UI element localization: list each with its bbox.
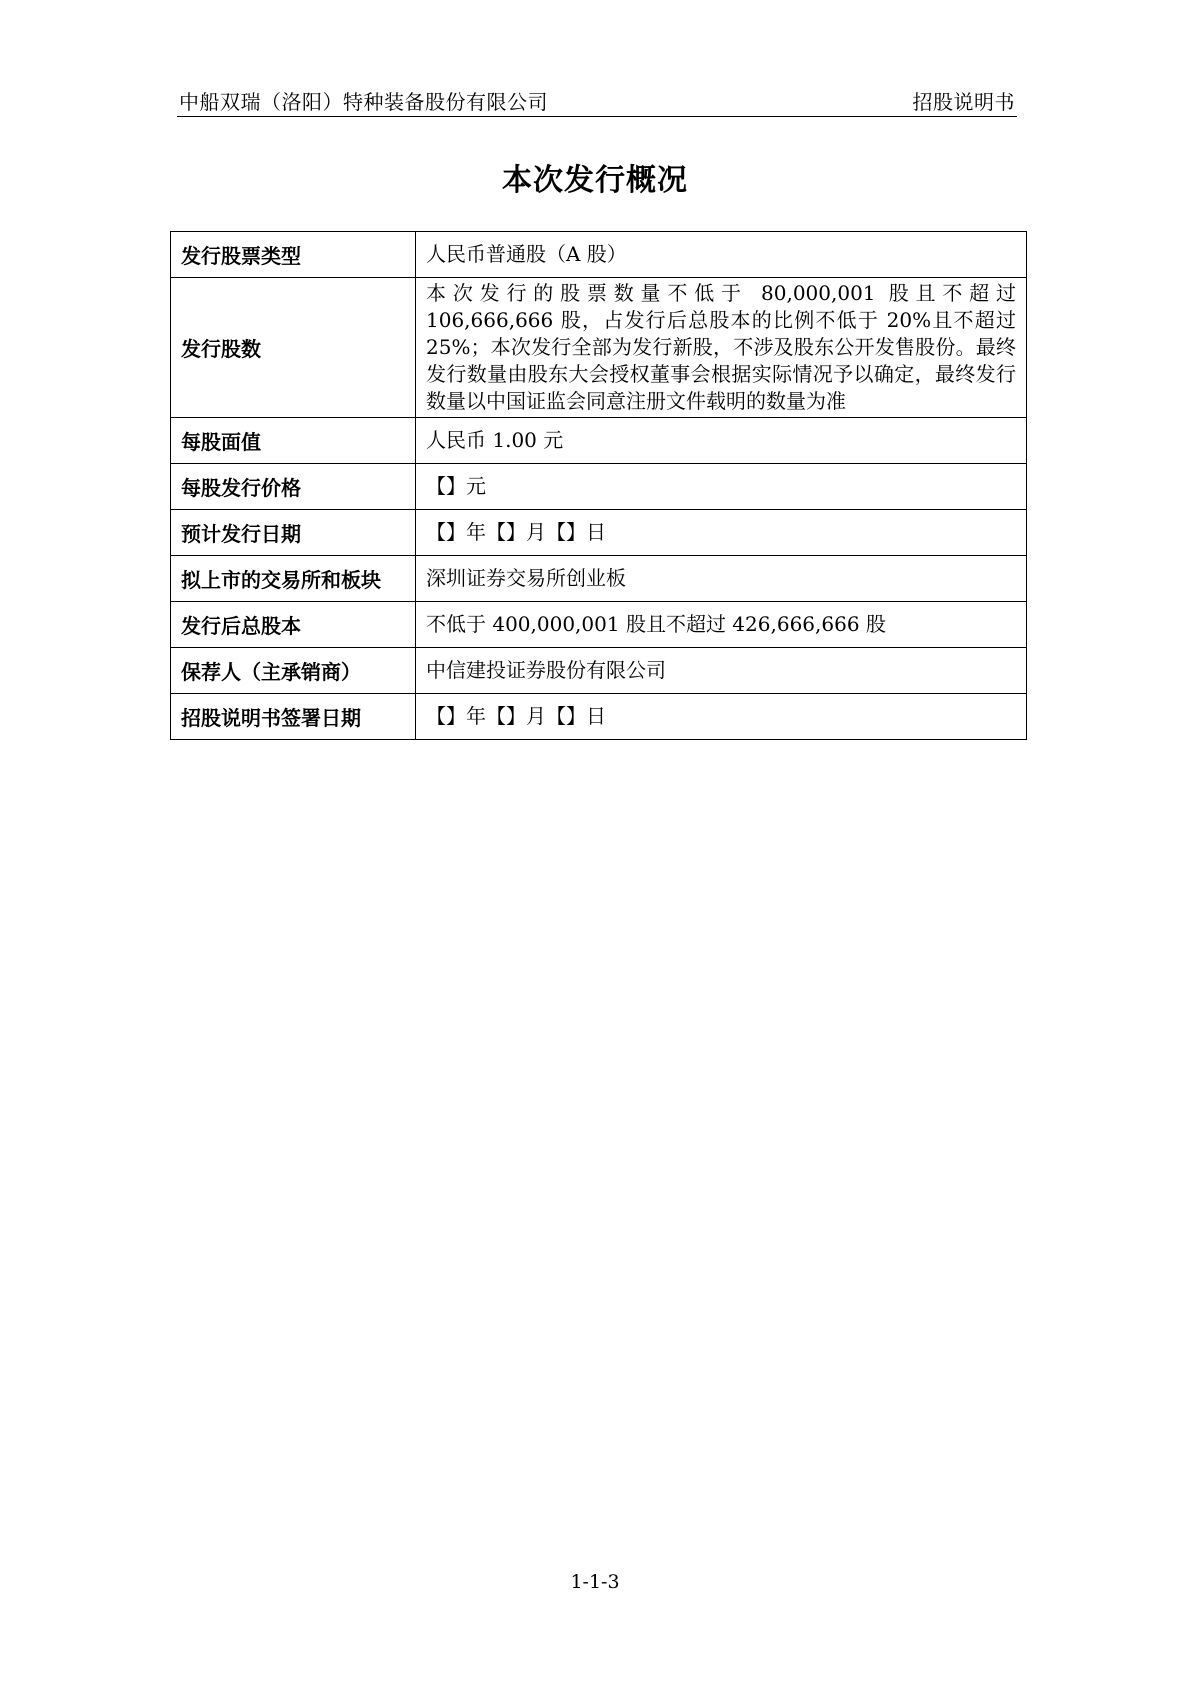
row-label: 发行后总股本 bbox=[171, 602, 416, 648]
table-row bbox=[171, 510, 1027, 556]
table-row bbox=[171, 464, 1027, 510]
table-row bbox=[171, 556, 1027, 602]
row-value: 【】年【】月【】日 bbox=[416, 694, 1027, 740]
row-value: 【】年【】月【】日 bbox=[416, 510, 1027, 556]
row-label: 招股说明书签署日期 bbox=[171, 694, 416, 740]
table-row bbox=[171, 602, 1027, 648]
table-row bbox=[171, 418, 1027, 464]
header-document-type: 招股说明书 bbox=[912, 90, 1015, 114]
page-title: 本次发行概况 bbox=[502, 163, 688, 198]
page-number: 1-1-3 bbox=[570, 1571, 620, 1593]
row-label: 每股面值 bbox=[171, 418, 416, 464]
row-value: 本次发行的股票数量不低于 80,000,001 股且不超过 106,666,666 股，占发行后总股本的比例不低于 20%且不超过 25%；本次发行全部为发行新股，不涉及股东公开发售股份。最终发行数量由股东大会授权董事会根据实际情况予以确定，最终发行数量以中国证监会同意注册文件载明的数量为准 bbox=[416, 278, 1027, 418]
table-row bbox=[171, 648, 1027, 694]
row-label: 每股发行价格 bbox=[171, 464, 416, 510]
table-row bbox=[171, 232, 1027, 278]
row-value: 人民币 1.00 元 bbox=[416, 418, 1027, 464]
header-company-name: 中船双瑞（洛阳）特种装备股份有限公司 bbox=[179, 90, 548, 114]
row-label: 拟上市的交易所和板块 bbox=[171, 556, 416, 602]
row-value: 【】元 bbox=[416, 464, 1027, 510]
row-value: 不低于 400,000,001 股且不超过 426,666,666 股 bbox=[416, 602, 1027, 648]
offering-summary-table bbox=[170, 231, 1027, 740]
row-label: 预计发行日期 bbox=[171, 510, 416, 556]
row-value: 中信建投证券股份有限公司 bbox=[416, 648, 1027, 694]
row-value: 深圳证券交易所创业板 bbox=[416, 556, 1027, 602]
row-label: 发行股票类型 bbox=[171, 232, 416, 278]
row-label: 发行股数 bbox=[171, 278, 416, 418]
table-row bbox=[171, 278, 1027, 418]
row-value: 人民币普通股（A 股） bbox=[416, 232, 1027, 278]
row-label: 保荐人（主承销商） bbox=[171, 648, 416, 694]
page-header bbox=[177, 86, 1017, 117]
table-row bbox=[171, 694, 1027, 740]
